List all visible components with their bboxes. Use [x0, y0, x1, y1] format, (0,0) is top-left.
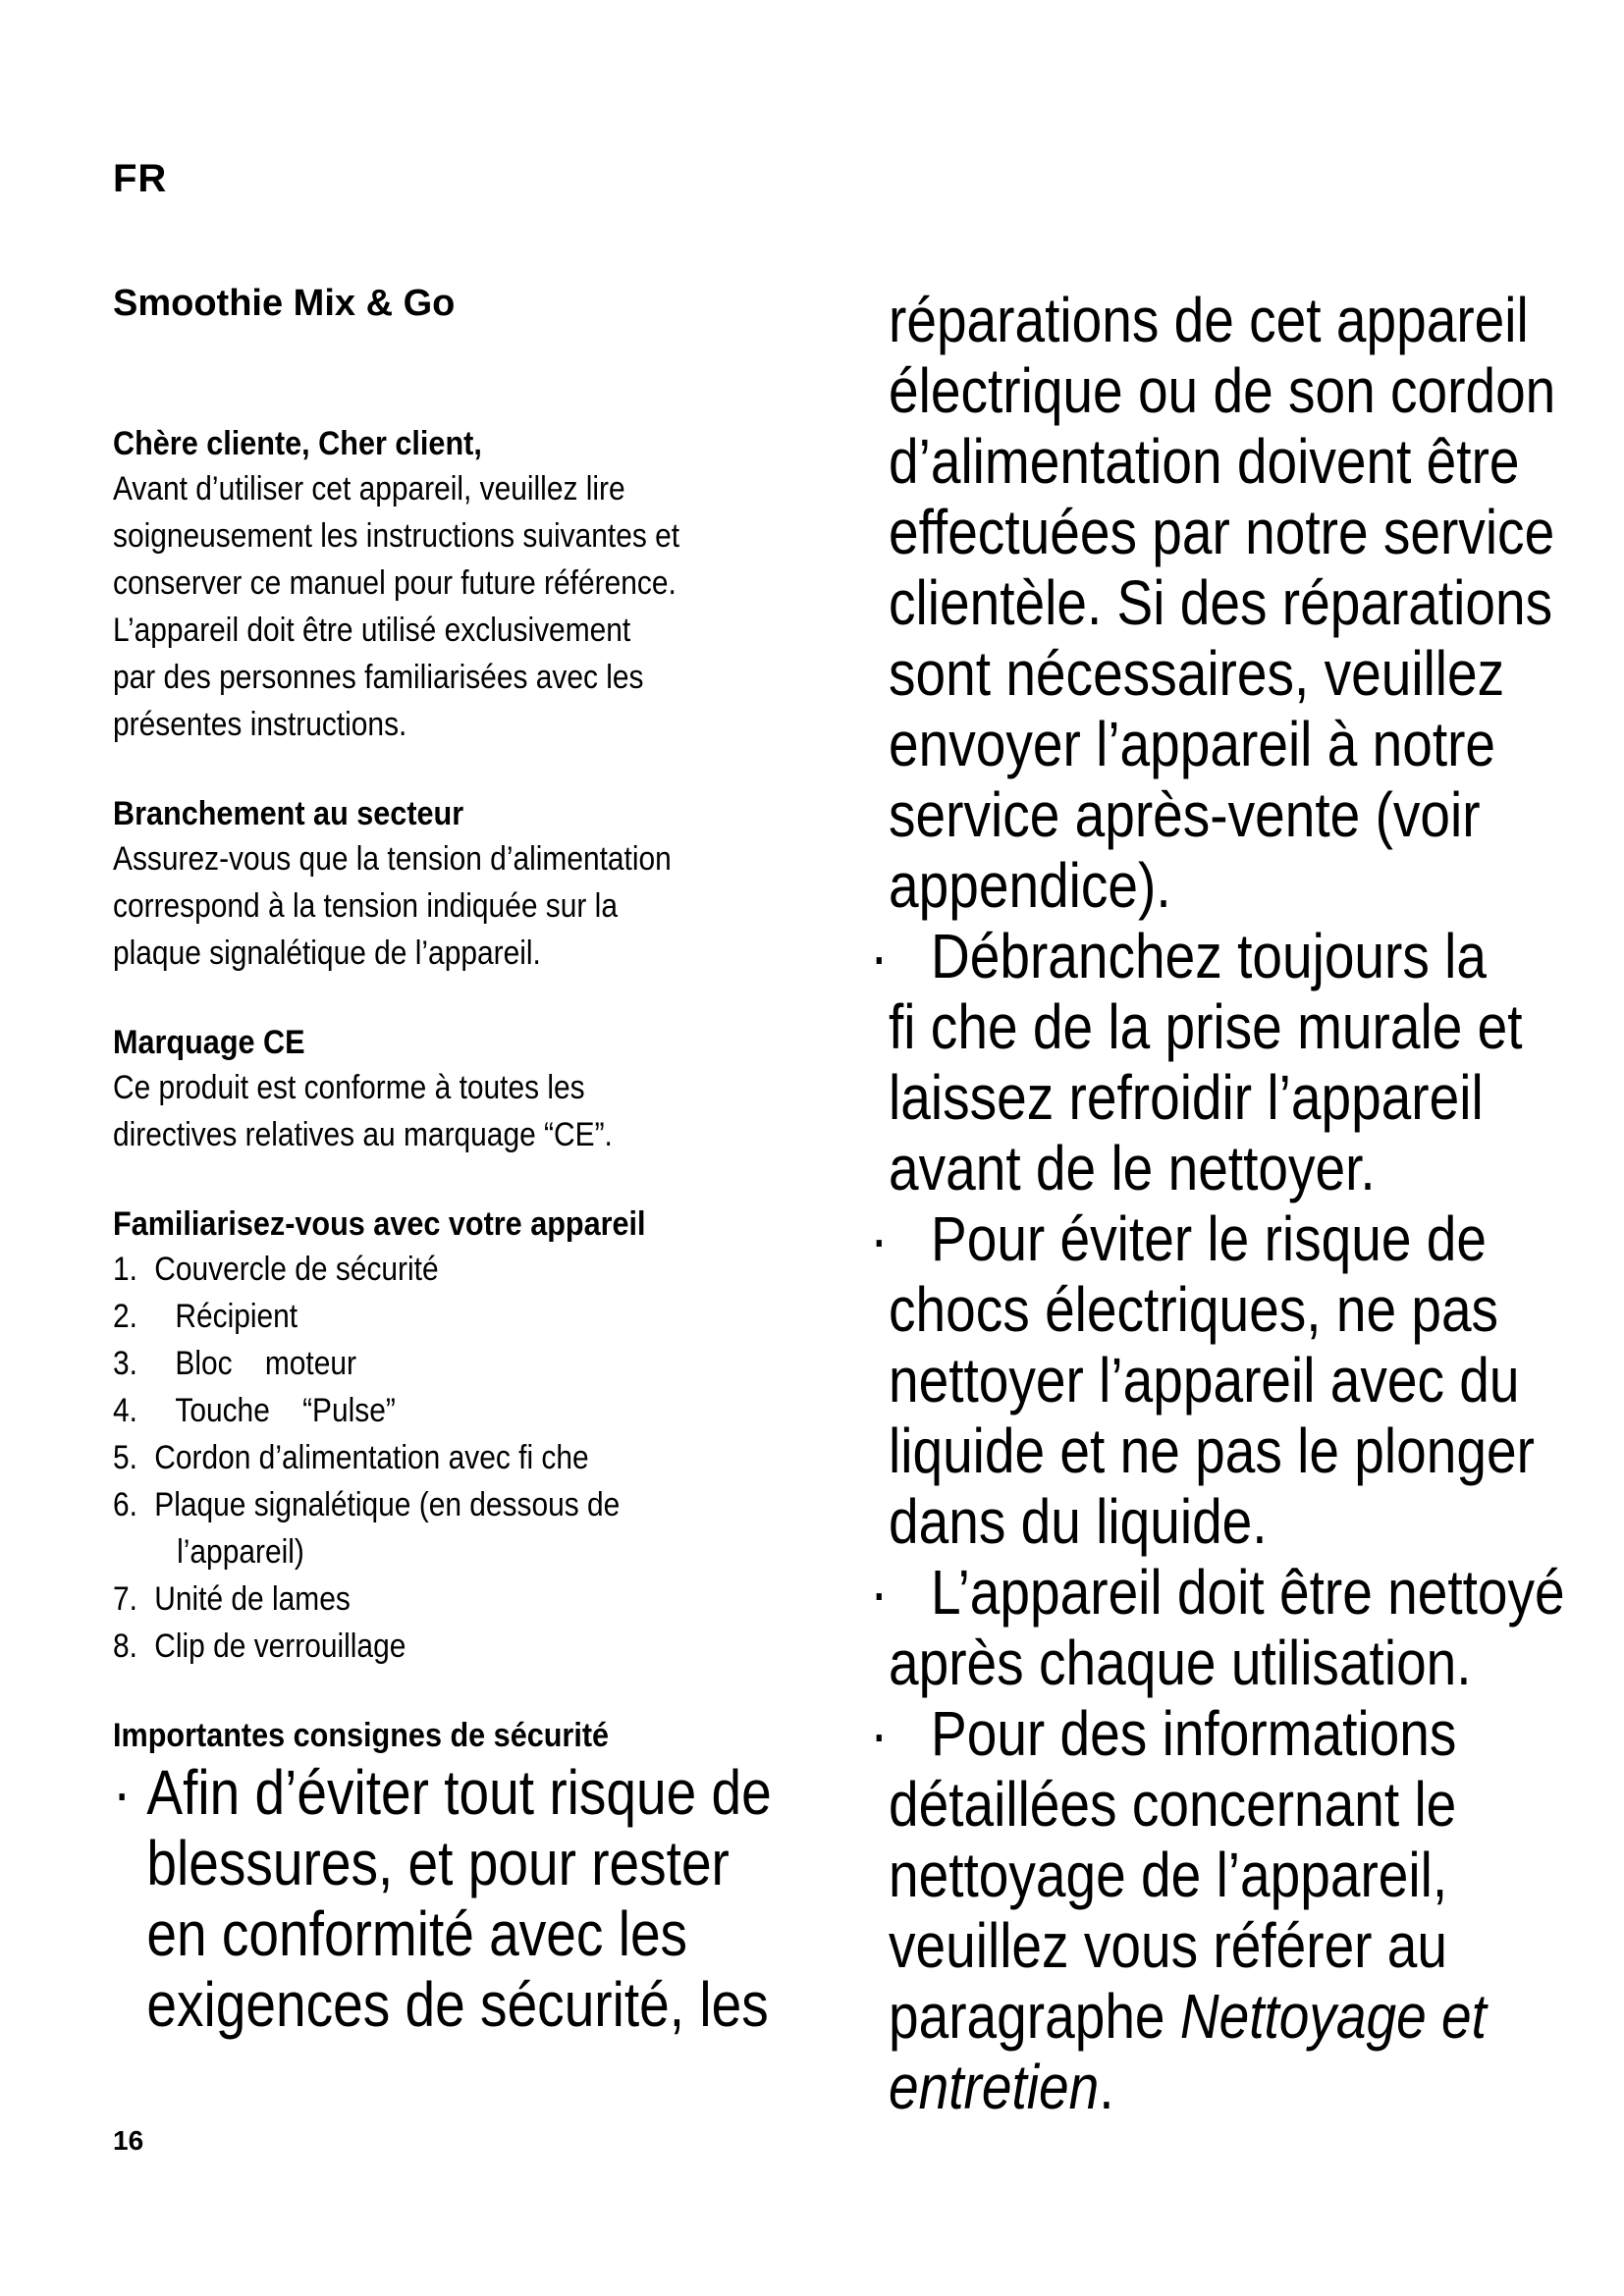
intro-line: conserver ce manuel pour future référence. — [113, 564, 677, 602]
power-heading: Branchement au secteur — [113, 795, 464, 832]
safety-line: effectuées par notre service — [889, 497, 1555, 567]
safety-line: électrique ou de son cordon — [889, 355, 1556, 426]
safety-bullet-1: · Afin d’éviter tout risque de — [113, 1757, 772, 1828]
safety-line: liquide et ne pas le plonger — [889, 1415, 1535, 1486]
power-line: correspond à la tension indiquée sur la — [113, 887, 618, 925]
bullet-icon: · — [870, 1557, 889, 1628]
safety-line: exigences de sécurité, les — [146, 1969, 769, 2040]
safety-line: après chaque utilisation. — [889, 1628, 1472, 1698]
safety-line: sont nécessaires, veuillez — [889, 638, 1505, 709]
page-number: 16 — [113, 2125, 144, 2156]
safety-line: dans du liquide. — [889, 1486, 1268, 1557]
power-section — [113, 792, 800, 977]
safety-bullet-2: · Débranchez toujours la — [870, 921, 1488, 991]
section-reference: Nettoyage et — [1179, 1981, 1487, 2052]
safety-line: entretien. — [889, 2052, 1114, 2122]
safety-line: fi che de la prise murale et — [889, 991, 1523, 1062]
bullet-icon: · — [870, 1203, 889, 1274]
intro-line: par des personnes familiarisées avec les — [113, 659, 644, 696]
bullet-icon: · — [113, 1757, 132, 1828]
power-line: plaque signalétique de l’appareil. — [113, 934, 541, 972]
safety-line: paragraphe Nettoyage et — [889, 1981, 1487, 2052]
bullet-icon: · — [870, 921, 889, 991]
product-title: Smoothie Mix & Go — [113, 283, 456, 324]
safety-bullet-5: · Pour des informations — [870, 1698, 1457, 1769]
list-item: 3. Bloc moteur — [113, 1345, 356, 1382]
safety-line: détaillées concernant le — [889, 1769, 1457, 1840]
safety-section — [113, 1714, 800, 2040]
list-item: 7. Unité de lames — [113, 1580, 351, 1618]
safety-heading: Importantes consignes de sécurité — [113, 1717, 610, 1754]
list-item: 6. Plaque signalétique (en dessous de — [113, 1486, 621, 1523]
safety-line: veuillez vous référer au — [889, 1910, 1448, 1981]
safety-line: envoyer l’appareil à notre — [889, 709, 1496, 779]
intro-line: présentes instructions. — [113, 706, 407, 743]
intro-heading: Chère cliente, Cher client, — [113, 425, 482, 462]
parts-section — [113, 1202, 800, 1670]
safety-bullet-4: · L’appareil doit être nettoyé — [870, 1557, 1565, 1628]
list-item: 1. Couvercle de sécurité — [113, 1251, 439, 1288]
intro-line: Avant d’utiliser cet appareil, veuillez lire — [113, 470, 625, 507]
list-item: 8. Clip de verrouillage — [113, 1628, 406, 1665]
safety-line: en conformité avec les — [146, 1898, 688, 1969]
safety-line: nettoyer l’appareil avec du — [889, 1345, 1520, 1415]
ce-section — [113, 1021, 800, 1158]
ce-line: Ce produit est conforme à toutes les — [113, 1069, 585, 1106]
section-reference: entretien — [889, 2052, 1100, 2122]
safety-line: avant de le nettoyer. — [889, 1133, 1376, 1203]
list-item: 4. Touche “Pulse” — [113, 1392, 396, 1429]
safety-line: service après-vente (voir — [889, 779, 1481, 850]
language-code: FR — [113, 157, 168, 200]
parts-heading: Familiarisez-vous avec votre appareil — [113, 1205, 646, 1243]
intro-line: soigneusement les instructions suivantes et — [113, 517, 680, 555]
bullet-icon: · — [870, 1698, 889, 1769]
safety-line: blessures, et pour rester — [146, 1828, 730, 1898]
intro-line: L’appareil doit être utilisé exclusivement — [113, 612, 631, 649]
power-line: Assurez-vous que la tension d’alimentation — [113, 840, 672, 878]
safety-line: d’alimentation doivent être — [889, 426, 1520, 497]
ce-line: directives relatives au marquage “CE”. — [113, 1116, 613, 1153]
safety-line: clientèle. Si des réparations — [889, 567, 1553, 638]
safety-line: réparations de cet appareil — [889, 285, 1529, 355]
safety-bullet-3: · Pour éviter le risque de — [870, 1203, 1487, 1274]
safety-line: nettoyage de l’appareil, — [889, 1840, 1448, 1910]
safety-line: appendice). — [889, 850, 1171, 921]
left-column — [113, 422, 800, 2040]
right-column — [870, 285, 1576, 2122]
list-item: 2. Récipient — [113, 1298, 298, 1335]
intro-section — [113, 422, 800, 748]
safety-line: laissez refroidir l’appareil — [889, 1062, 1484, 1133]
parts-list — [113, 1246, 800, 1670]
list-item: l’appareil) — [177, 1533, 304, 1571]
ce-heading: Marquage CE — [113, 1024, 305, 1061]
list-item: 5. Cordon d’alimentation avec fi che — [113, 1439, 589, 1476]
safety-line: chocs électriques, ne pas — [889, 1274, 1499, 1345]
